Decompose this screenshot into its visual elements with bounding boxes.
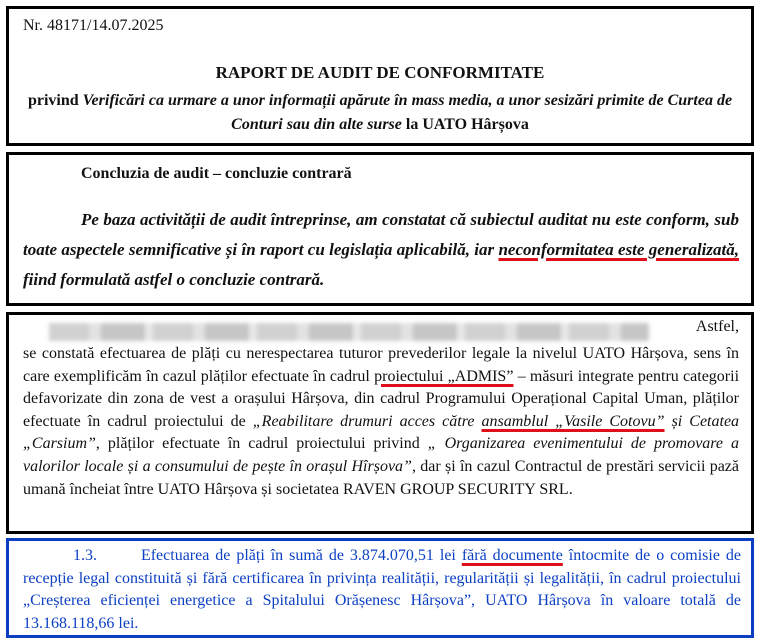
underlined-cotovu: ansamblul „Vasile Cotovu” xyxy=(481,412,665,430)
excerpt-text xyxy=(23,343,739,501)
excerpt-i1: „Reabilitare drumuri acces către xyxy=(252,412,475,430)
conclusion-heading: Concluzia de audit – concluzie contrară xyxy=(81,165,352,182)
excerpt-lead-end: Astfel, xyxy=(695,318,739,335)
report-reference-number: Nr. 48171/14.07.2025 xyxy=(23,17,164,34)
excerpt-t4: , dar și în cazul Contractul de prestări servicii pază umană încheiat între UATO Hârșova și societatea RAVEN GROUP SECURITY SRL. xyxy=(23,457,740,498)
finding-text xyxy=(23,545,741,635)
subtitle-suffix: la UATO Hârșova xyxy=(405,116,529,133)
subtitle-italic: Verificări ca urmare a unor informații apărute în mass media, a unor sesizări primite de Curtea de Conturi sau din alte surse xyxy=(82,92,733,133)
underlined-fara-documente: fără documente xyxy=(461,547,563,564)
excerpt-t2: – măsuri integrate pentru categorii defavorizate din zona de vest a orașului Hârșova, din cadrul Programului Operațional Capital Uman, plăților efectuate în cadrul proiectului de xyxy=(23,367,740,430)
excerpt-i3: „ Organizarea evenimentului de promovare a valorilor locale și a consumului de pește în orașul Hîrșova” xyxy=(23,435,740,475)
report-header-panel xyxy=(6,6,754,146)
finding-t2: întocmite de o comisie de recepție legal constituită și fără certificarea în privința realității, regularității și legalității, în cadrul proiectului „Creșterea eficienței energetice a Spitalului Orășenesc Hârșova”, UATO Hârșova în valoare totală de 13.168.118,66 lei. xyxy=(23,547,741,632)
report-subtitle xyxy=(23,89,737,137)
conclusion-panel xyxy=(6,152,754,306)
conclusion-underlined: neconformitatea este generalizată, xyxy=(498,240,739,259)
finding-t1: Efectuarea de plăți în sumă de 3.874.070,51 lei xyxy=(140,547,456,564)
report-title: RAPORT DE AUDIT DE CONFORMITATE xyxy=(215,63,545,82)
finding-number: 1.3. xyxy=(73,547,97,564)
excerpt-t1: se constată efectuarea de plăți cu nerespectarea tuturor prevederilor legale la nivelul UATO Hârșova, sens în care exemplificăm în cazul plăților efectuate în cadrul xyxy=(23,345,739,385)
excerpt-i2: și Cetatea „Carsium” xyxy=(23,412,740,453)
redacted-blurred-line xyxy=(49,323,649,341)
conclusion-text xyxy=(23,205,739,295)
finding-1-3-panel xyxy=(6,538,754,638)
subtitle-prefix: privind xyxy=(27,92,79,109)
conclusion-text-b: fiind formulată astfel o concluzie contrară. xyxy=(23,270,325,289)
underlined-admis: proiectului „ADMIS” xyxy=(374,367,514,385)
conclusion-text-a: Pe baza activității de audit întreprinse, am constatat că subiectul auditat nu este conform, sub toate aspectele semnificative și în raport cu legislația aplicabilă, iar xyxy=(23,210,739,259)
findings-excerpt-panel xyxy=(6,312,754,534)
excerpt-t3: , plăților efectuate în cadrul proiectului privind xyxy=(95,435,420,453)
